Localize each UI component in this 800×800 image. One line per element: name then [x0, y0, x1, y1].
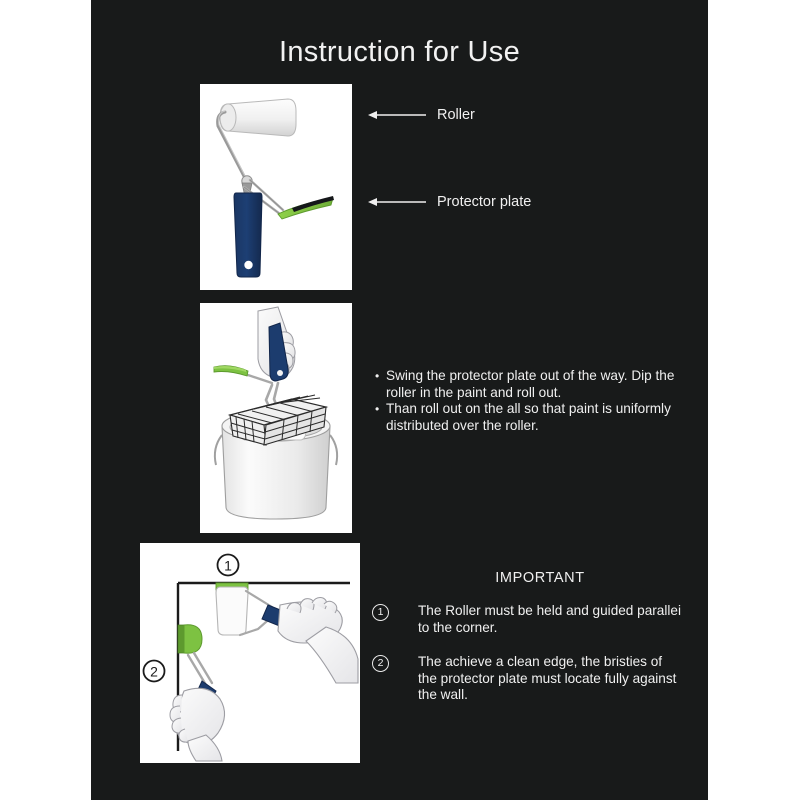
- roller-cylinder-icon: [220, 99, 296, 136]
- important-item: [372, 654, 682, 704]
- callout-roller: [368, 107, 475, 123]
- hand-icon: [278, 598, 358, 683]
- important-item-marker: [372, 654, 418, 704]
- callout-protector-plate: [368, 194, 531, 210]
- important-item-text: The Roller must be held and guided parallei to the corner.: [418, 603, 681, 635]
- bullet-item: • Than roll out on the all so that paint is uniformly distributed over the roller.: [375, 401, 675, 434]
- callout-protector-plate-label: Protector plate: [437, 194, 532, 210]
- handle-hole: [244, 261, 252, 269]
- figure-panel-dipping: [200, 303, 352, 533]
- important-item: [372, 603, 682, 636]
- svg-text:2: 2: [150, 663, 158, 680]
- figure-panel-roller: [200, 84, 352, 290]
- figure-panel-corner: [140, 543, 360, 763]
- important-item-marker: [372, 603, 418, 636]
- roller-cylinder-icon: [184, 625, 202, 653]
- roller-horizontal-assembly: [216, 583, 358, 683]
- bullet-item: • Swing the protector plate out of the way. Dip the roller in the paint and roll out.: [375, 368, 675, 401]
- important-section: [372, 570, 682, 722]
- arrow-left-icon: [368, 196, 426, 208]
- important-item-text: The achieve a clean edge, the bristies of the protector plate must locate fully against the wall.: [418, 654, 677, 703]
- roller-cylinder-icon: [216, 587, 248, 635]
- marker-1-icon: [218, 555, 239, 576]
- svg-text:1: 1: [224, 557, 232, 574]
- circled-number-icon: 1: [372, 604, 389, 621]
- protector-plate-icon: [278, 196, 334, 219]
- arrow-left-icon: [368, 109, 426, 121]
- roller-handle-icon: [234, 193, 262, 277]
- callout-roller-label: Roller: [437, 107, 475, 123]
- important-heading: IMPORTANT: [495, 570, 585, 586]
- circled-number-icon: 2: [372, 655, 389, 672]
- marker-2-icon: [144, 661, 165, 682]
- page-title: Instruction for Use: [278, 36, 520, 68]
- instruction-bullets: [375, 368, 675, 434]
